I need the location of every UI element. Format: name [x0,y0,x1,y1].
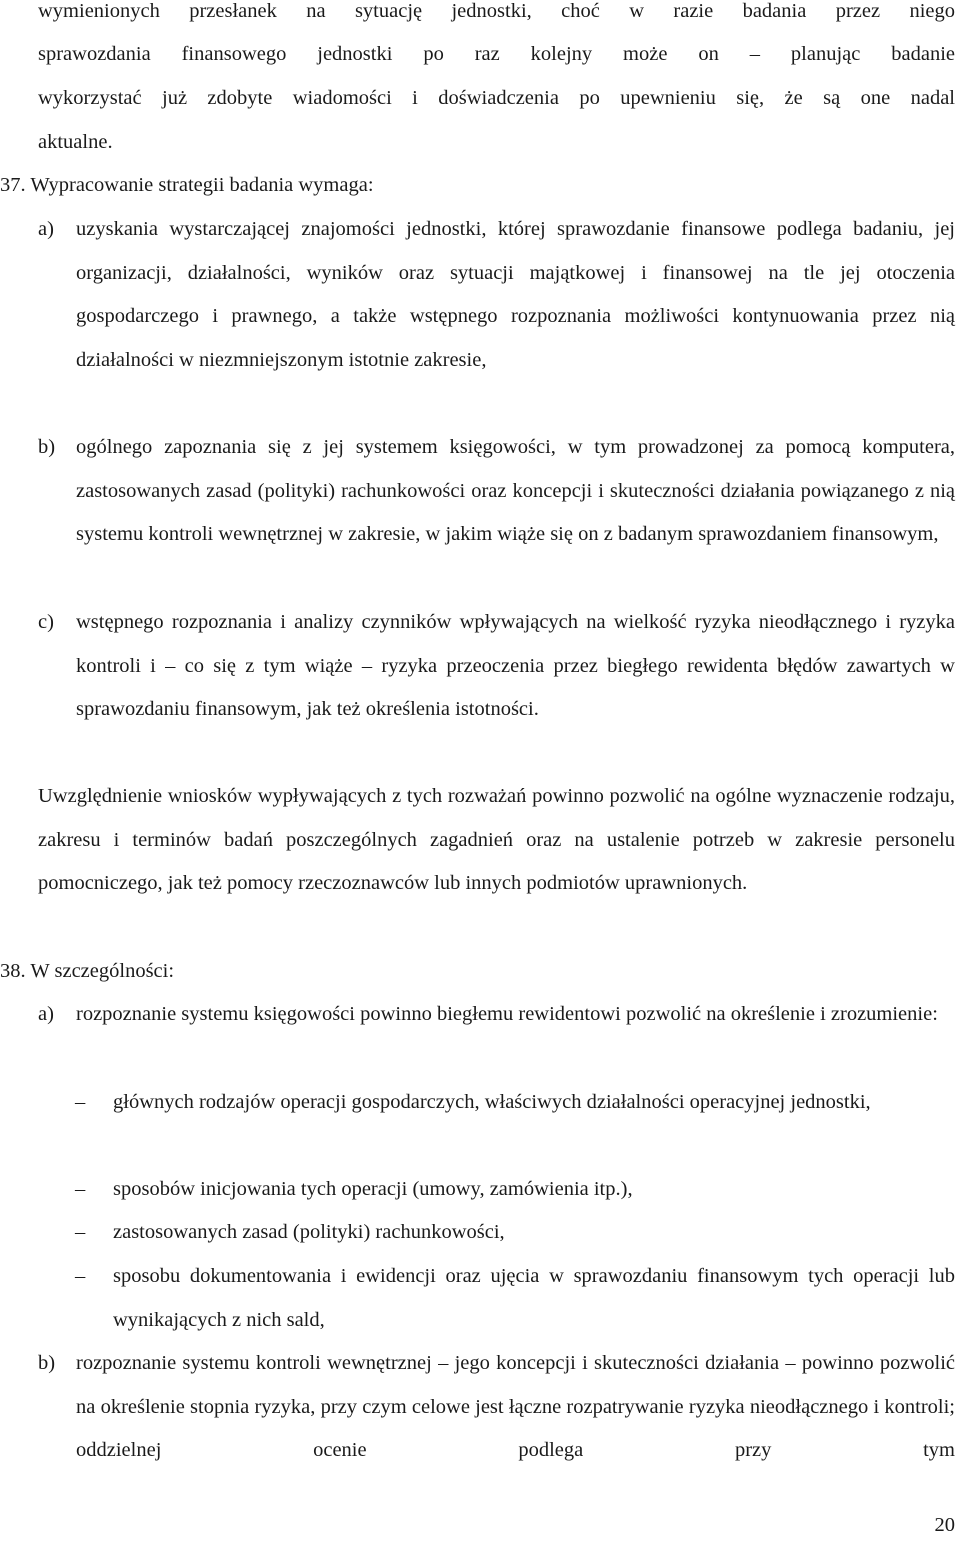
dash-marker: – [75,1091,86,1113]
dash-text: sposobu dokumentowania i ewidencji oraz ujęcia w sprawozdaniu finansowym tych operacji lub wynikających z nich sald, [113,1265,955,1331]
dash-text: głównych rodzajów operacji gospodarczych, właściwych działalności operacyjnej jednostki, [113,1091,871,1113]
section-37-number: 37. [0,174,26,196]
page-number: 20 [934,1514,955,1536]
dash-text: zastosowanych zasad (polityki) rachunkowości, [113,1221,505,1243]
intro-line-2: sprawozdania finansowego jednostki po raz kolejny może on – planując badanie [38,43,955,65]
dash-marker: – [75,1265,86,1287]
section-37-item-b [38,426,955,557]
section-37-item-c [38,601,955,732]
section-38-dash-item-2 [75,1168,955,1212]
section-37-closing-paragraph: Uwzględnienie wniosków wypływających z tych rozważań powinno pozwolić na ogólne wyznaczenie rodzaju, zakresu i terminów badań poszczególnych zagadnień oraz na ustalenie potrzeb w zakresie personelu pomocniczego, jak też pomocy rzeczoznawców lub innych podmiotów uprawnionych. [38,785,955,895]
section-38-dash-item-1 [75,1081,955,1125]
section-38-item-a [38,993,955,1037]
intro-line-1: wymienionych przesłanek na sytuację jednostki, choć w razie badania przez niego [38,0,955,22]
item-marker: a) [38,1003,54,1025]
section-38-dash-item-3 [75,1211,955,1255]
dash-marker: – [75,1221,86,1243]
section-38-heading-row [0,950,955,994]
intro-line-3: wykorzystać już zdobyte wiadomości i doświadczenia po upewnieniu się, że są one nadal [38,87,955,109]
section-37-item-a [38,208,955,383]
section-38-dash-item-4 [75,1255,955,1342]
item-marker: c) [38,611,54,633]
dash-text: sposobów inicjowania tych operacji (umowy, zamówienia itp.), [113,1178,633,1200]
item-marker: a) [38,218,54,240]
section-37-heading: Wypracowanie strategii badania wymaga: [30,174,374,196]
intro-line-4: aktualne. [38,131,113,153]
section-37-heading-row [0,164,955,208]
section-38-heading: W szczególności: [30,960,175,982]
section-38-number: 38. [0,960,26,982]
section-38-item-b [38,1342,955,1473]
item-text: wstępnego rozpoznania i analizy czynników wpływających na wielkość ryzyka nieodłącznego i ryzyka kontroli i – co się z tym wiąże – ryzyka przeoczenia przez biegłego rewidenta błędów zawartych w sprawozdaniu finansowym, jak też określenia istotności. [76,611,955,721]
dash-marker: – [75,1178,86,1200]
item-marker: b) [38,1352,56,1374]
item-marker: b) [38,436,56,458]
item-text: ogólnego zapoznania się z jej systemem księgowości, w tym prowadzonej za pomocą komputera, zastosowanych zasad (polityki) rachunkowości oraz koncepcji i skuteczności działania powiązanego z nią systemu kontroli wewnętrznej w zakresie, w jakim wiąże się on z badanym sprawozdaniem finansowym, [76,436,955,546]
item-text: uzyskania wystarczającej znajomości jednostki, której sprawozdanie finansowe podlega badaniu, jej organizacji, działalności, wyników oraz sytuacji majątkowej i finansowej na tle jej otoczenia gospodarczego i prawnego, a także wstępnego rozpoznania możliwości kontynuowania przez nią działalności w niezmniejszonym istotnie zakresie, [76,218,955,372]
item-text: rozpoznanie systemu kontroli wewnętrznej – jego koncepcji i skuteczności działania – powinno pozwolić na określenie stopnia ryzyka, przy czym celowe jest łączne rozpatrywanie ryzyka nieodłącznego i kontroli; oddzielnej ocenie podlega przy tym [76,1352,955,1462]
item-text: rozpoznanie systemu księgowości powinno biegłemu rewidentowi pozwolić na określenie i zrozumienie: [76,1003,938,1025]
